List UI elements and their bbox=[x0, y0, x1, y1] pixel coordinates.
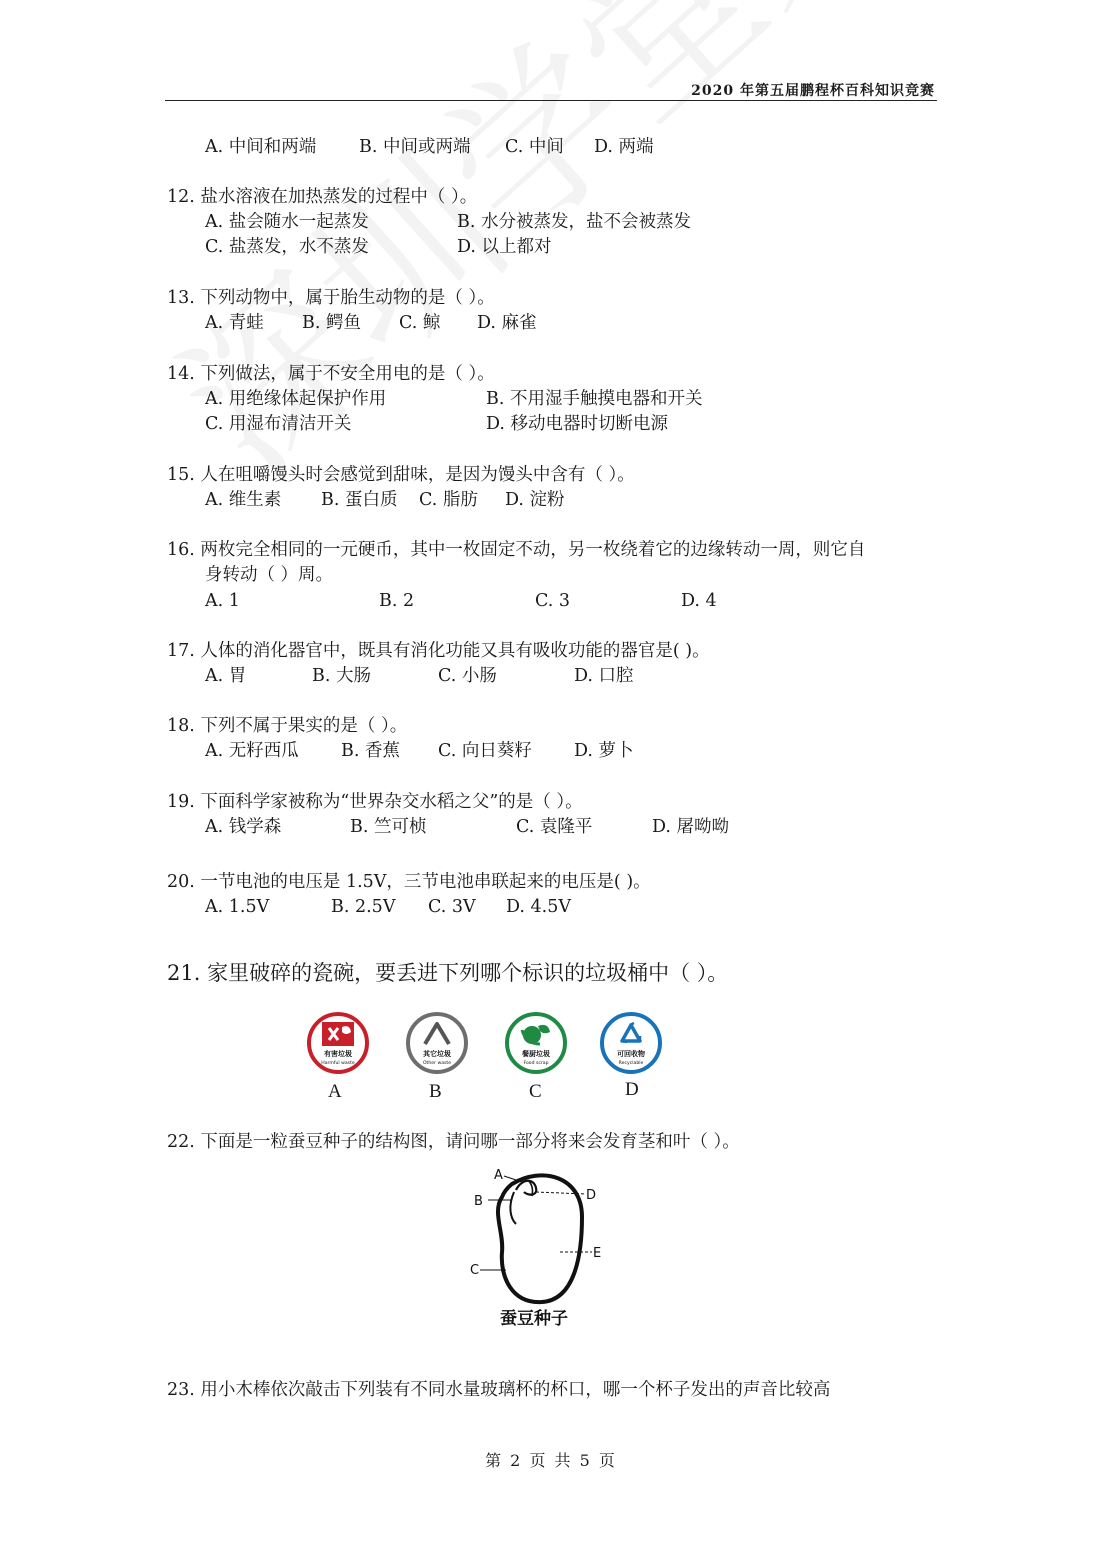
svg-text:其它垃圾: 其它垃圾 bbox=[423, 1050, 451, 1058]
q12-option-a: A. 盐会随水一起蒸发 bbox=[205, 212, 369, 232]
q13-option-d: D. 麻雀 bbox=[477, 313, 537, 333]
q20-stem: 20. 一节电池的电压是 1.5V，三节电池串联起来的电压是( )。 bbox=[167, 872, 651, 892]
q21-stem: 21. 家里破碎的瓷碗，要丢进下列哪个标识的垃圾桶中（ ）。 bbox=[167, 961, 729, 985]
q20-option-a: A. 1.5V bbox=[205, 897, 270, 917]
q15-stem: 15. 人在咀嚼馒头时会感觉到甜味，是因为馒头中含有（ ）。 bbox=[167, 465, 635, 485]
q17-option-c: C. 小肠 bbox=[438, 666, 497, 686]
svg-text:蚕豆种子: 蚕豆种子 bbox=[500, 1309, 568, 1329]
q20-option-d: D. 4.5V bbox=[506, 897, 572, 917]
q16-stem-cont: 身转动（ ）周。 bbox=[205, 565, 334, 585]
bin-label-d: D bbox=[625, 1079, 639, 1100]
other-waste-icon bbox=[408, 1014, 466, 1072]
q23-stem: 23. 用小木棒依次敲击下列装有不同水量玻璃杯的杯口，哪一个杯子发出的声音比较高 bbox=[167, 1380, 831, 1400]
q19-option-c: C. 袁隆平 bbox=[516, 817, 593, 837]
q16-option-c: C. 3 bbox=[535, 591, 571, 611]
svg-text:餐厨垃圾: 餐厨垃圾 bbox=[522, 1050, 550, 1058]
q15-option-b: B. 蛋白质 bbox=[321, 490, 398, 510]
watermark bbox=[120, 0, 1068, 517]
header-rule bbox=[165, 100, 937, 101]
recyclable-icon bbox=[602, 1014, 660, 1072]
q16-option-a: A. 1 bbox=[205, 591, 240, 611]
q18-option-d: D. 萝卜 bbox=[574, 741, 634, 761]
q22-stem: 22. 下面是一粒蚕豆种子的结构图，请问哪一部分将来会发育茎和叶（ ）。 bbox=[167, 1132, 740, 1152]
q16-stem: 16. 两枚完全相同的一元硬币，其中一枚固定不动，另一枚绕着它的边缘转动一周，则它自 bbox=[167, 540, 866, 560]
svg-text:Recyclable: Recyclable bbox=[618, 1061, 644, 1066]
q13-option-b: B. 鳄鱼 bbox=[302, 313, 361, 333]
q20-option-c: C. 3V bbox=[428, 897, 476, 917]
q19-option-b: B. 竺可桢 bbox=[350, 817, 427, 837]
food-scrap-icon bbox=[507, 1014, 565, 1072]
q11-option-b: B. 中间或两端 bbox=[359, 137, 471, 157]
q18-option-a: A. 无籽西瓜 bbox=[205, 741, 299, 761]
q12-option-b: B. 水分被蒸发，盐不会被蒸发 bbox=[457, 212, 691, 232]
svg-text:可回收物: 可回收物 bbox=[617, 1050, 645, 1058]
q17-stem: 17. 人体的消化器官中，既具有消化功能又具有吸收功能的器官是( )。 bbox=[167, 641, 710, 661]
q14-option-c: C. 用湿布清洁开关 bbox=[205, 414, 352, 434]
q12-stem: 12. 盐水溶液在加热蒸发的过程中（ ）。 bbox=[167, 187, 478, 207]
q13-stem: 13. 下列动物中，属于胎生动物的是（ ）。 bbox=[167, 288, 495, 308]
q13-option-a: A. 青蛙 bbox=[205, 313, 264, 333]
q15-option-c: C. 脂肪 bbox=[419, 490, 478, 510]
q15-option-a: A. 维生素 bbox=[205, 490, 282, 510]
q11-option-d: D. 两端 bbox=[594, 137, 654, 157]
svg-text:Other waste: Other waste bbox=[422, 1061, 452, 1066]
q17-option-a: A. 胃 bbox=[205, 666, 247, 686]
q11-option-a: A. 中间和两端 bbox=[205, 137, 317, 157]
page-footer: 第 2 页 共 5 页 bbox=[485, 1451, 617, 1470]
svg-text:有害垃圾: 有害垃圾 bbox=[324, 1050, 352, 1058]
q18-option-b: B. 香蕉 bbox=[341, 741, 400, 761]
q14-option-b: B. 不用湿手触摸电器和开关 bbox=[486, 389, 703, 409]
q12-option-c: C. 盐蒸发，水不蒸发 bbox=[205, 237, 369, 257]
q15-option-d: D. 淀粉 bbox=[505, 490, 565, 510]
q14-option-d: D. 移动电器时切断电源 bbox=[486, 414, 669, 434]
svg-text:A: A bbox=[494, 1168, 503, 1183]
bin-label-a: A bbox=[328, 1081, 342, 1102]
waste-bin-icons bbox=[300, 1008, 670, 1080]
q14-option-a: A. 用绝缘体起保护作用 bbox=[205, 389, 387, 409]
svg-text:C: C bbox=[470, 1263, 480, 1278]
svg-text:E: E bbox=[593, 1246, 602, 1261]
q16-option-b: B. 2 bbox=[379, 591, 415, 611]
svg-text:D: D bbox=[586, 1188, 597, 1203]
bin-label-c: C bbox=[529, 1081, 542, 1102]
q13-option-c: C. 鲸 bbox=[399, 313, 441, 333]
header-title: 2020 年第五届鹏程杯百科知识竞赛 bbox=[691, 83, 935, 99]
q18-stem: 18. 下列不属于果实的是（ ）。 bbox=[167, 716, 408, 736]
q17-option-b: B. 大肠 bbox=[312, 666, 371, 686]
q11-option-c: C. 中间 bbox=[505, 137, 564, 157]
harmful-waste-icon bbox=[309, 1014, 367, 1072]
q19-option-a: A. 钱学森 bbox=[205, 817, 282, 837]
q12-option-d: D. 以上都对 bbox=[457, 237, 552, 257]
q20-option-b: B. 2.5V bbox=[331, 897, 396, 917]
q19-stem: 19. 下面科学家被称为“世界杂交水稻之父”的是（ ）。 bbox=[167, 792, 583, 812]
svg-text:Harmful waste: Harmful waste bbox=[321, 1061, 355, 1066]
q18-option-c: C. 向日葵籽 bbox=[438, 741, 532, 761]
svg-text:B: B bbox=[474, 1194, 483, 1209]
svg-text:Food scrap: Food scrap bbox=[523, 1061, 549, 1066]
bin-label-b: B bbox=[429, 1081, 442, 1102]
broad-bean-seed-diagram bbox=[462, 1162, 622, 1332]
q17-option-d: D. 口腔 bbox=[574, 666, 634, 686]
q16-option-d: D. 4 bbox=[681, 591, 717, 611]
q19-option-d: D. 屠呦呦 bbox=[652, 817, 730, 837]
q14-stem: 14. 下列做法，属于不安全用电的是（ ）。 bbox=[167, 364, 495, 384]
